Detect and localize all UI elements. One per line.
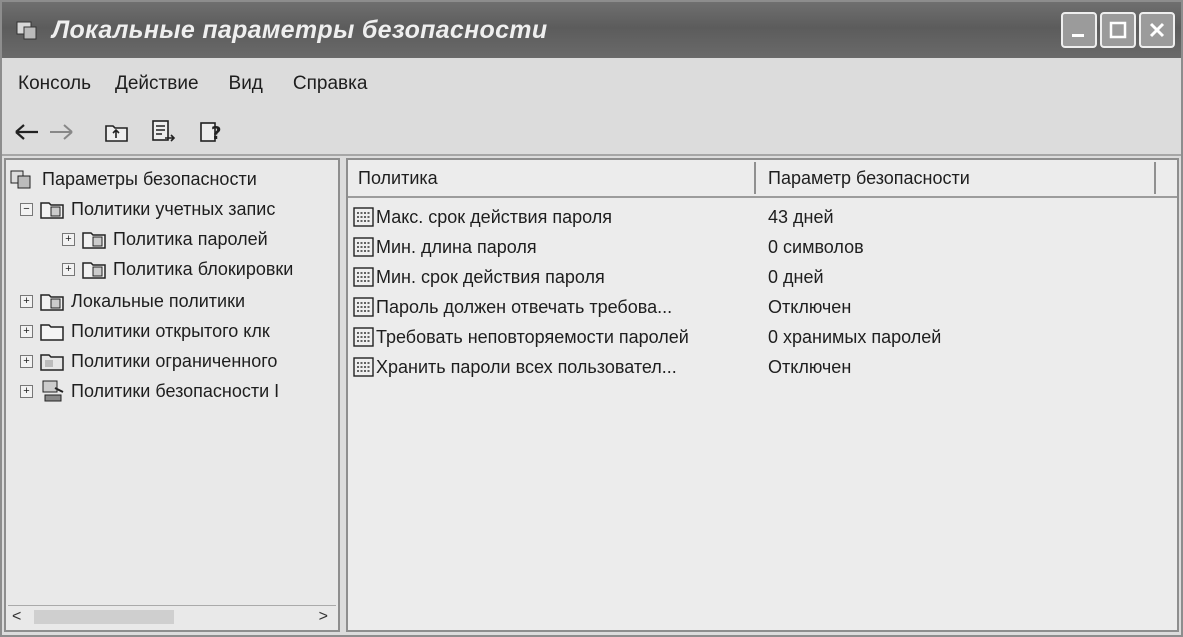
tree-horizontal-scrollbar[interactable] <box>8 605 336 628</box>
policy-icon <box>352 325 376 349</box>
maximize-button[interactable] <box>1100 12 1136 48</box>
window-controls <box>1061 12 1175 48</box>
ip-security-icon <box>39 379 67 403</box>
policy-icon <box>352 235 376 259</box>
expand-toggle[interactable]: + <box>20 295 33 308</box>
folder-open-icon <box>39 197 67 221</box>
svg-text:?: ? <box>211 123 222 144</box>
app-icon <box>14 17 40 43</box>
scrollbar-thumb[interactable] <box>34 610 174 624</box>
policy-row[interactable] <box>352 262 1172 292</box>
policy-row[interactable] <box>352 352 1172 382</box>
expand-toggle[interactable]: + <box>62 233 75 246</box>
back-button[interactable] <box>10 115 44 149</box>
back-arrow-icon <box>13 122 41 142</box>
tree-item-public-key-policies[interactable] <box>20 316 270 346</box>
menu-console[interactable]: Консоль <box>18 73 91 94</box>
tree-item-label: Параметры безопасности <box>42 168 257 189</box>
tree-item-label: Политики учетных запис <box>71 198 276 219</box>
tree-item-lockout-policy[interactable] <box>62 254 293 284</box>
tree-item-label: Локальные политики <box>71 290 246 311</box>
expand-toggle[interactable]: + <box>20 325 33 338</box>
close-icon <box>1147 20 1167 40</box>
column-divider[interactable] <box>1154 162 1156 194</box>
up-folder-icon <box>104 120 130 144</box>
export-list-button[interactable] <box>146 115 180 149</box>
policy-icon <box>352 265 376 289</box>
tree-item-security-settings[interactable] <box>10 164 257 194</box>
minimize-icon <box>1069 20 1089 40</box>
column-header-policy[interactable]: Политика <box>358 168 438 188</box>
help-button[interactable] <box>194 115 228 149</box>
tree-item-label: Политика паролей <box>113 228 268 249</box>
maximize-icon <box>1108 20 1128 40</box>
scroll-left-button[interactable]: < <box>12 608 22 625</box>
policy-row[interactable] <box>352 232 1172 262</box>
toolbar <box>2 110 1181 156</box>
scroll-right-button[interactable]: > <box>318 608 328 625</box>
folder-icon <box>81 227 109 251</box>
menu-view[interactable]: Вид <box>228 73 263 94</box>
help-icon <box>198 119 224 145</box>
policy-row[interactable] <box>352 202 1172 232</box>
close-button[interactable] <box>1139 12 1175 48</box>
policy-row[interactable] <box>352 322 1172 352</box>
column-header-row <box>348 160 1177 198</box>
policy-value: 0 символов <box>768 237 864 257</box>
security-settings-icon <box>10 167 38 191</box>
column-header-security-setting[interactable]: Параметр безопасности <box>768 168 970 188</box>
policy-value: 0 дней <box>768 267 824 287</box>
window-title: Локальные параметры безопасности <box>52 15 548 44</box>
forward-button[interactable] <box>44 115 78 149</box>
policy-name: Хранить пароли всех пользовател... <box>376 357 677 377</box>
policy-name: Мин. длина пароля <box>376 237 537 257</box>
collapse-toggle[interactable]: − <box>20 203 33 216</box>
policy-name: Пароль должен отвечать требова... <box>376 297 673 317</box>
policy-icon <box>352 355 376 379</box>
policy-value: Отключен <box>768 357 852 377</box>
policy-name: Мин. срок действия пароля <box>376 267 605 287</box>
tree-item-restriction-policies[interactable] <box>20 346 277 376</box>
export-list-icon <box>150 119 176 145</box>
folder-icon <box>39 319 67 343</box>
up-button[interactable] <box>100 115 134 149</box>
policy-value: 43 дней <box>768 207 834 227</box>
policy-row[interactable] <box>352 292 1172 322</box>
tree-pane <box>4 158 340 632</box>
policy-value: Отключен <box>768 297 852 317</box>
tree-item-label: Политики открытого клк <box>71 320 270 341</box>
menu-bar <box>2 62 1181 106</box>
tree-item-account-policies[interactable] <box>20 194 275 224</box>
policy-name: Макс. срок действия пароля <box>376 207 612 227</box>
column-divider[interactable] <box>754 162 756 194</box>
folder-icon <box>39 349 67 373</box>
details-pane <box>346 158 1179 632</box>
tree-item-password-policy[interactable] <box>62 224 268 254</box>
title-bar[interactable] <box>2 2 1181 58</box>
expand-toggle[interactable]: + <box>20 355 33 368</box>
tree-item-label: Политика блокировки <box>113 258 294 279</box>
policy-icon <box>352 295 376 319</box>
minimize-button[interactable] <box>1061 12 1097 48</box>
folder-icon <box>39 289 67 313</box>
policy-icon <box>352 205 376 229</box>
tree-item-label: Политики безопасности I <box>71 380 280 401</box>
menu-action[interactable]: Действие <box>114 73 199 94</box>
expand-toggle[interactable]: + <box>20 385 33 398</box>
folder-icon <box>81 257 109 281</box>
forward-arrow-icon <box>47 122 75 142</box>
policy-name: Требовать неповторяемости паролей <box>376 327 689 347</box>
tree-item-label: Политики ограниченного <box>71 350 278 371</box>
expand-toggle[interactable]: + <box>62 263 75 276</box>
policy-value: 0 хранимых паролей <box>768 327 942 347</box>
menu-help[interactable]: Справка <box>292 73 368 94</box>
tree-item-local-policies[interactable] <box>20 286 245 316</box>
tree-item-ip-security-policies[interactable] <box>20 376 279 406</box>
